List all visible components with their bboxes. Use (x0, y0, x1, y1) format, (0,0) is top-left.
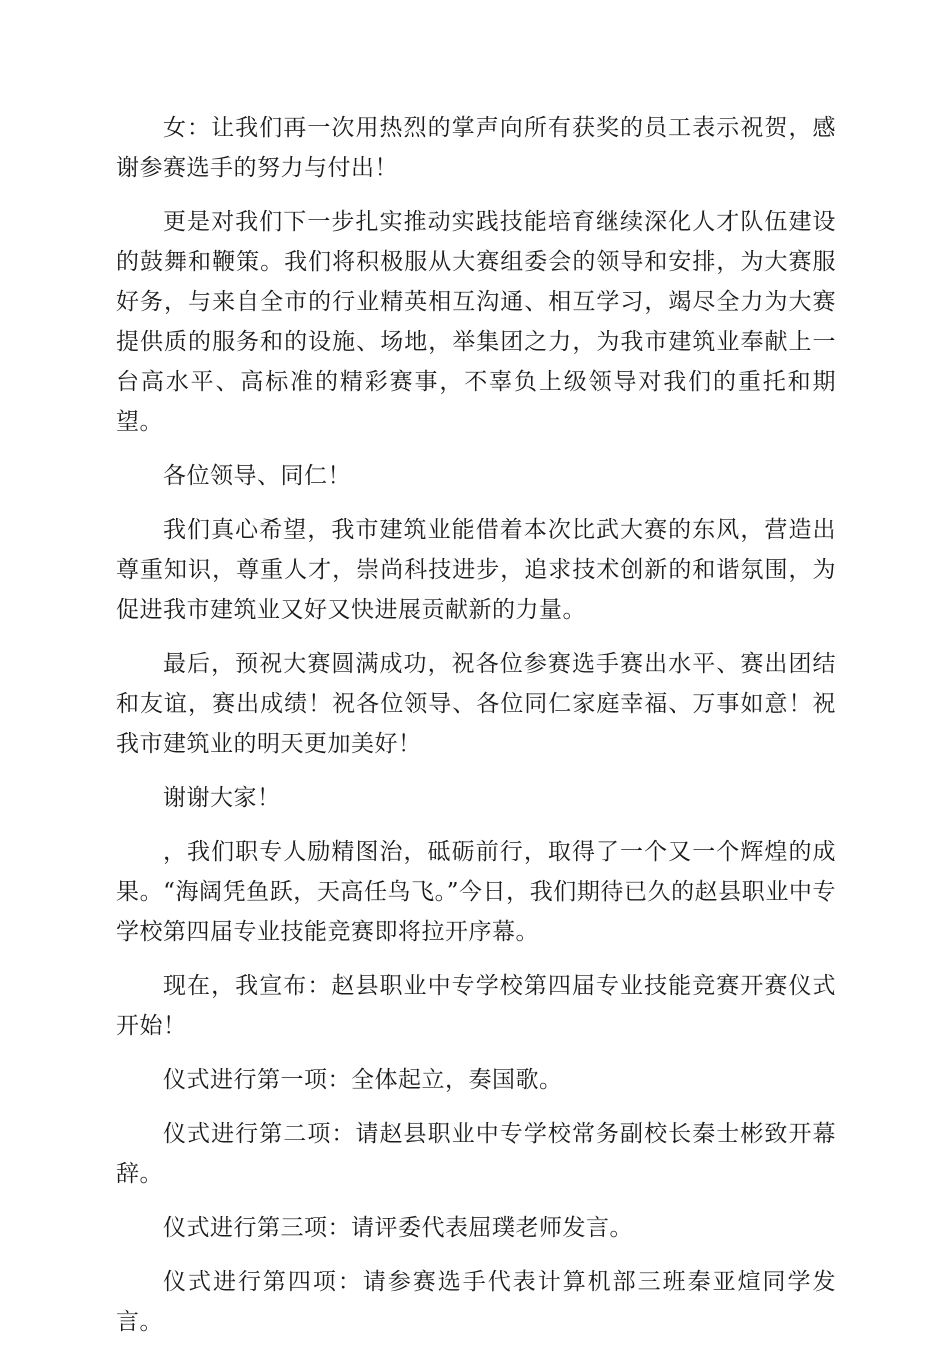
document-page (116, 108, 836, 1356)
paragraph-encouragement: 更是对我们下一步扎实推动实践技能培育继续深化人才队伍建设的鼓舞和鞭策。我们将积极服从大赛组委会的领导和安排，为大赛服好务，与来自全市的行业精英相互沟通、相互学习，竭尽全力为大赛提供质的服务和的设施、场地，举集团之力，为我市建筑业奉献上一台高水平、高标准的精彩赛事，不辜负上级领导对我们的重托和期望。 (116, 209, 836, 435)
paragraph-ceremony-item-1: 仪式进行第一项：全体起立，奏国歌。 (163, 1067, 563, 1093)
paragraph-ceremony-item-2: 仪式进行第二项：请赵县职业中专学校常务副校长秦士彬致开幕辞。 (116, 1121, 836, 1187)
paragraph-wishes: 最后，预祝大赛圆满成功，祝各位参赛选手赛出水平、赛出团结和友谊，赛出成绩！祝各位领导、各位同仁家庭幸福、万事如意！祝我市建筑业的明天更加美好！ (116, 651, 836, 757)
paragraph-ceremony-item-4: 仪式进行第四项：请参赛选手代表计算机部三班秦亚煊同学发言。 (116, 1269, 836, 1335)
paragraph-hope: 我们真心希望，我市建筑业能借着本次比武大赛的东风，营造出尊重知识，尊重人才，崇尚科技进步，追求技术创新的和谐氛围，为促进我市建筑业又好又快进展贡献新的力量。 (116, 517, 836, 623)
paragraph-closing-thanks-winners: 女：让我们再一次用热烈的掌声向所有获奖的员工表示祝贺，感谢参赛选手的努力与付出！ (116, 115, 836, 181)
paragraph-opening-intro: ，我们职专人励精图治，砥砺前行，取得了一个又一个辉煌的成果。“海阔凭鱼跃，天高任鸟飞。”今日，我们期待已久的赵县职业中专学校第四届专业技能竞赛即将拉开序幕。 (116, 839, 836, 945)
paragraph-greeting: 各位领导、同仁！ (163, 463, 351, 489)
paragraph-ceremony-item-3: 仪式进行第三项：请评委代表屈璞老师发言。 (163, 1215, 633, 1241)
paragraph-thanks: 谢谢大家！ (163, 785, 281, 811)
paragraph-announcement: 现在，我宣布：赵县职业中专学校第四届专业技能竞赛开赛仪式开始！ (116, 973, 836, 1039)
